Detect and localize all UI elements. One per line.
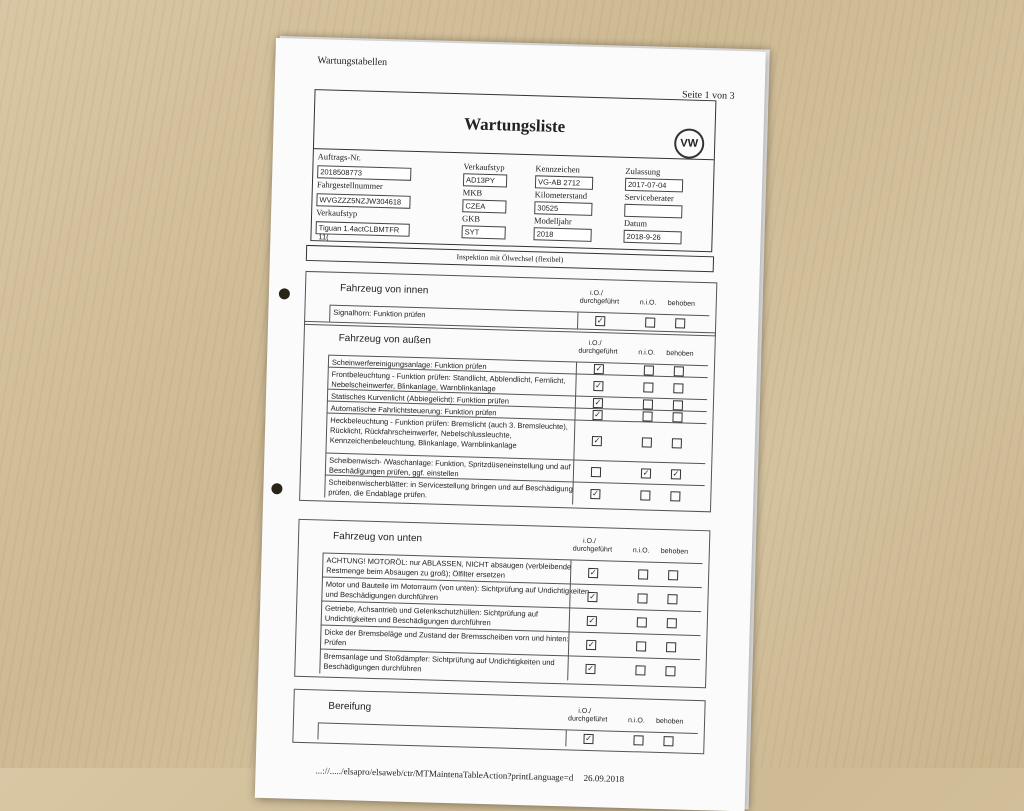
checkbox-beh[interactable] [674, 366, 684, 376]
row-marker [303, 367, 329, 390]
row-text: Automatische Fahrlichtsteuerung: Funktion prüfen [330, 403, 497, 418]
label: Modelljahr [533, 215, 572, 227]
row-text: Statisches Kurvenlicht (Abbiegelicht): Funktion prüfen [330, 391, 510, 406]
checkbox-io[interactable]: ✓ [596, 316, 604, 326]
column-header: n.i.O. [638, 349, 656, 357]
checkbox-beh[interactable] [668, 570, 678, 580]
row-marker [301, 413, 327, 454]
inspection-type: Inspektion mit Ölwechsel (flexibel) [306, 245, 714, 272]
column-header: behoben [667, 300, 696, 308]
checkbox-nio[interactable] [643, 382, 653, 392]
row-marker [297, 577, 323, 602]
row-marker [297, 601, 323, 626]
checkbox-beh[interactable] [667, 594, 677, 604]
print-date: 26.09.2018 [583, 772, 625, 785]
column-header: behoben [655, 717, 684, 726]
title-box [310, 89, 716, 252]
checkbox-nio[interactable] [640, 490, 650, 500]
checklist-section [294, 519, 710, 688]
checkbox-nio[interactable] [637, 617, 647, 627]
row-marker [298, 553, 324, 578]
checkbox-beh[interactable] [673, 400, 683, 410]
vin: WVGZZZ5NZJW304618 [316, 193, 410, 209]
checkbox-nio[interactable] [642, 411, 652, 421]
row-text: Getriebe, Achsantrieb und Gelenkschutzhüllen: Sichtprüfung auf Undichtigkeiten und Beschädigungen durchführen [324, 603, 539, 628]
row-text: Heckbeleuchtung - Funktion prüfen: Bremslicht (auch 3. Bremsleuchte), Rücklicht, Rückfahrscheinwerfer, Nebelschlussleuchte, Kennzeichenbeleuchtung, Blinkanlage, Warnblinkanlage [329, 415, 569, 450]
row-marker [305, 305, 330, 322]
row-text: Scheibenwisch- /Waschanlage: Funktion, Spritzdüseneinstellung und auf Beschädigungen prüfen, ggf. einstellen [328, 455, 571, 479]
gearbox-code: SYT [461, 225, 505, 239]
column-divider [565, 730, 566, 746]
section-title: Fahrzeug von unten [332, 530, 423, 545]
label: Datum [623, 217, 648, 229]
row-text: Motor und Bauteile im Motorraum (von unten): Sichtprüfung auf Undichtigkeiten und Beschädigungen durchführen [325, 579, 590, 602]
column-header: i.O./ [582, 537, 597, 546]
checkbox-beh[interactable] [675, 318, 685, 328]
checklist-row [317, 722, 697, 750]
checkbox-io[interactable]: ✓ [587, 663, 594, 674]
column-header: i.O./ [589, 289, 603, 298]
checkbox-nio[interactable]: ✓ [642, 468, 650, 478]
print-url: ...://...../elsapro/elsaweb/ctr/MTMaintenaTableAction?printLanguage=d [315, 765, 574, 783]
checklist-section [292, 689, 705, 754]
checkbox-beh[interactable] [666, 642, 676, 652]
row-text: Frontbeleuchtung - Funktion prüfen: Standlicht, Abblendlicht, Fernlicht, Nebelscheinwerfer, Blinkanlage, Warnblinkanlage [331, 369, 566, 394]
checkbox-beh[interactable] [663, 736, 673, 746]
label: Fahrgestellnummer [316, 179, 384, 192]
row-text [322, 726, 586, 733]
page-number: Seite 1 von 3 [681, 89, 735, 102]
paper-document [255, 38, 766, 811]
checkbox-io[interactable]: ✓ [593, 436, 601, 446]
checkbox-nio[interactable] [638, 569, 648, 579]
section-title: Fahrzeug von außen [338, 332, 432, 347]
document-title: Wartungsliste [463, 114, 566, 137]
row-marker [296, 625, 322, 650]
label: Serviceberater [624, 191, 674, 204]
checkbox-io[interactable]: ✓ [585, 733, 593, 744]
checkbox-nio[interactable] [633, 735, 643, 745]
row-text: Scheinwerfereinigungsanlage: Funktion prüfen [331, 357, 487, 372]
checkbox-io[interactable]: ✓ [591, 489, 599, 499]
row-text: Bremsanlage und Stoßdämpfer: Sichtprüfung auf Undichtigkeiten und Beschädigungen durchführen [323, 651, 555, 674]
checkbox-io[interactable]: ✓ [594, 410, 602, 420]
vw-logo-icon: VW [674, 128, 705, 159]
section-title: Bereifung [328, 700, 372, 713]
column-header: i.O./ [588, 339, 602, 348]
section-title: Fahrzeug von innen [339, 282, 429, 297]
row-marker [301, 453, 327, 476]
column-header: behoben [660, 547, 689, 556]
label: Zulassung [625, 165, 661, 177]
checkbox-nio[interactable] [643, 399, 653, 409]
column-header: n.i.O. [639, 299, 657, 307]
checkbox-io[interactable]: ✓ [589, 591, 596, 602]
label: MKB [462, 187, 483, 198]
label: Verkaufstyp [463, 161, 505, 173]
row-marker [303, 389, 328, 402]
registration-date: 2017-07-04 [625, 178, 683, 193]
header-left: Wartungstabellen [317, 55, 388, 69]
checkbox-nio[interactable] [637, 593, 647, 603]
punch-hole [279, 288, 290, 299]
checkbox-beh[interactable] [670, 491, 680, 501]
checkbox-beh[interactable] [665, 666, 675, 676]
row-text: Scheibenwischerblätter: in Servicestellung bringen und auf Beschädigung prüfen, die Endablage prüfen. [328, 477, 573, 500]
label: Auftrags-Nr. [317, 151, 362, 163]
print-footer [315, 765, 735, 787]
checkbox-beh[interactable] [667, 618, 677, 628]
checkbox-io[interactable]: ✓ [594, 381, 602, 391]
column-header: behoben [666, 350, 694, 358]
checkbox-beh[interactable] [672, 412, 682, 422]
checkbox-nio[interactable] [644, 365, 654, 375]
checkbox-io[interactable] [591, 467, 601, 477]
label: Kennzeichen [535, 163, 580, 175]
label: GKB [461, 213, 481, 224]
checkbox-beh[interactable] [672, 438, 682, 448]
vehicle-meta [311, 148, 713, 252]
label: Verkaufstyp [316, 207, 358, 219]
row-marker [293, 723, 318, 740]
checkbox-io[interactable]: ✓ [587, 639, 595, 650]
type-code: AD13PY [463, 173, 507, 187]
column-header: n.i.O. [627, 717, 645, 725]
checkbox-io[interactable]: ✓ [589, 567, 597, 578]
checkbox-io[interactable]: ✓ [588, 615, 596, 626]
punch-hole [271, 483, 282, 494]
column-header: durchgeführt [579, 297, 620, 306]
license-plate: VG-AB 2712 [535, 175, 593, 190]
column-header: i.O./ [578, 707, 592, 716]
checkbox-beh[interactable] [673, 383, 683, 393]
checklist-section [299, 321, 716, 512]
column-header: durchgeführt [578, 347, 618, 356]
row-text: ACHTUNG! MOTORÖL: nur ABLASSEN, NICHT absaugen (verbleibende Restmenge beim Absaugen zu groß); Ölfilter ersetzen [326, 555, 572, 580]
row-text: Signalhorn: Funktion prüfen [333, 307, 426, 320]
service-advisor [624, 204, 682, 219]
checkbox-nio[interactable] [636, 641, 646, 651]
checkbox-nio[interactable] [645, 317, 655, 327]
row-marker [295, 649, 321, 674]
row-marker [304, 355, 329, 368]
model-year: 2018 [533, 227, 591, 242]
sales-type: Tiguan 1.4actCLBMTFR 11( [316, 221, 410, 237]
mileage: 30525 [534, 201, 592, 216]
column-header: n.i.O. [632, 547, 650, 555]
row-text: Dicke der Bremsbeläge und Zustand der Bremsscheiben vorn und hinten: Prüfen [324, 627, 569, 648]
checkbox-nio[interactable] [642, 437, 652, 447]
checkbox-io[interactable]: ✓ [594, 398, 602, 408]
label: Kilometerstand [534, 189, 588, 201]
checkbox-nio[interactable] [635, 665, 645, 675]
column-header: durchgeführt [572, 545, 613, 554]
row-marker [303, 401, 328, 414]
checkbox-io[interactable]: ✓ [595, 364, 603, 374]
column-header: durchgeführt [568, 715, 608, 724]
row-marker [300, 475, 326, 498]
engine-code: CZEA [462, 199, 506, 213]
checkbox-beh[interactable]: ✓ [672, 469, 680, 479]
date: 2018-9-26 [623, 230, 681, 245]
order-number: 2018508773 [317, 165, 411, 181]
